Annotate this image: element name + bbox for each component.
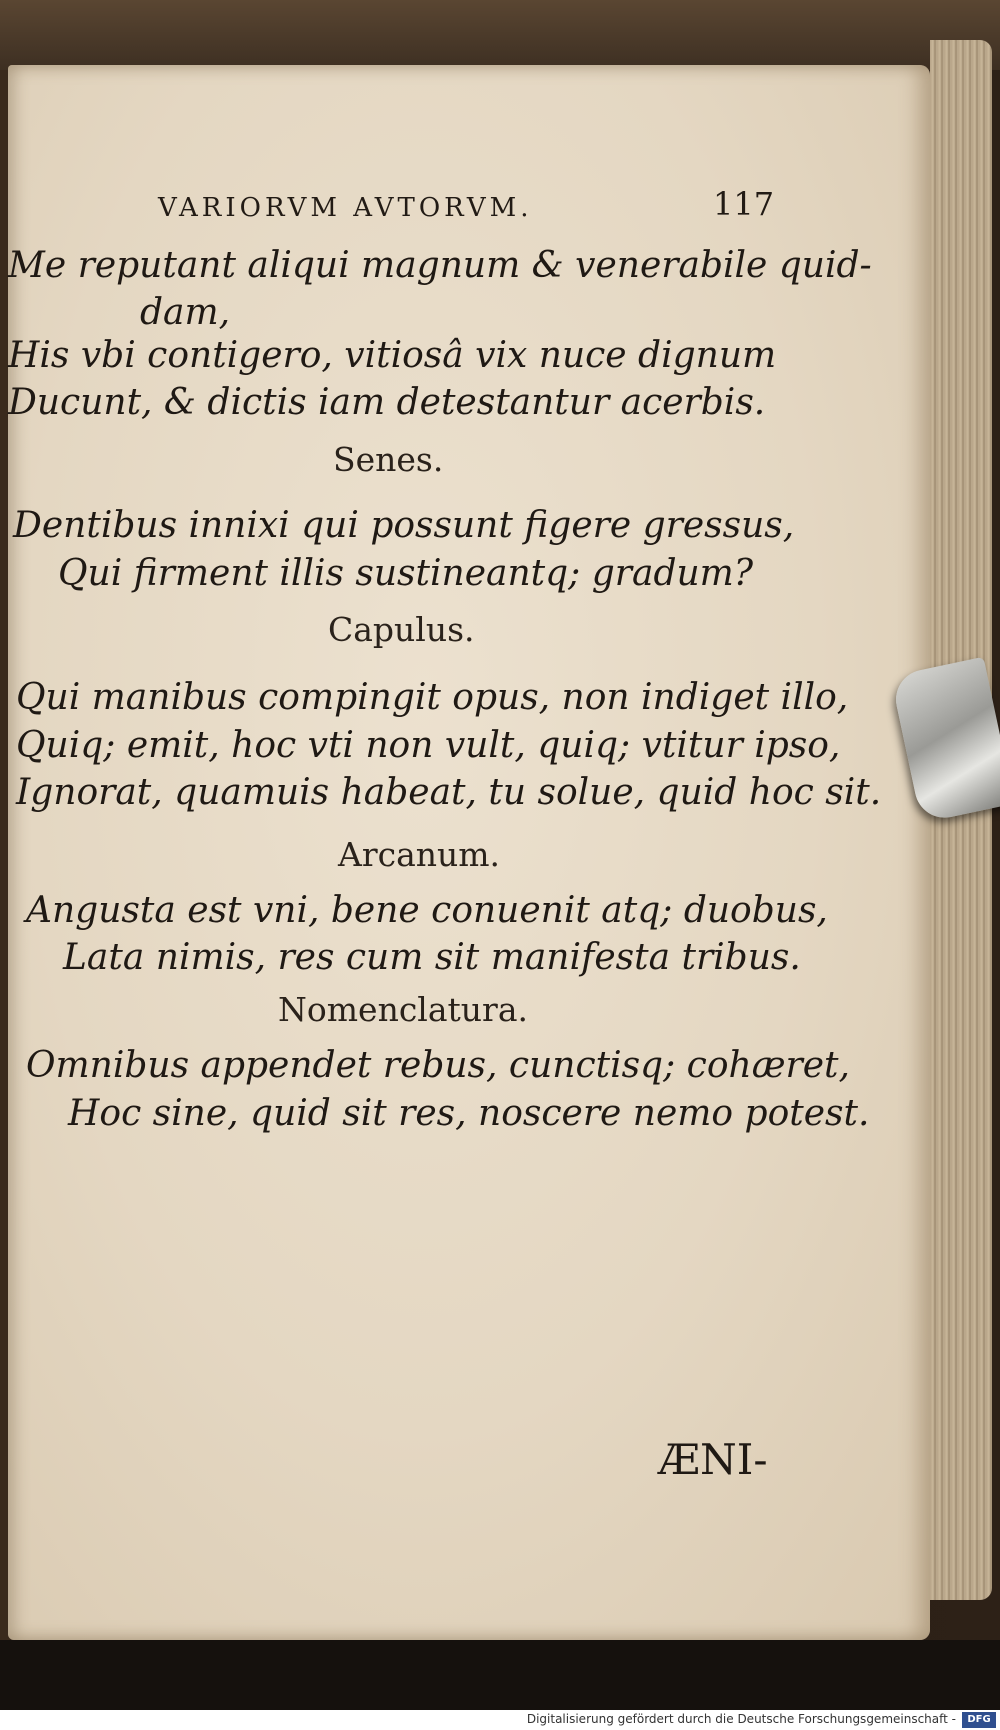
footer-credit: Digitalisierung gefördert durch die Deutsche Forschungsgemeinschaft - xyxy=(526,1712,956,1726)
page-number: 117 xyxy=(713,185,775,223)
verse-line: Omnibus appendet rebus, cunctisq; cohæret, xyxy=(26,1045,850,1086)
verse-line: dam, xyxy=(140,292,231,333)
verse-line: Lata nimis, res cum sit manifesta tribus. xyxy=(63,937,801,978)
verse-line: Angusta est vni, bene conuenit atq; duobus, xyxy=(26,890,828,931)
running-head: VARIORVM AVTORVM. xyxy=(158,193,533,223)
stanza-heading: Nomenclatura. xyxy=(278,990,528,1029)
verse-line: Quiq; emit, hoc vti non vult, quiq; vtitur ipso, xyxy=(16,725,841,766)
footer-bar xyxy=(0,1710,1000,1730)
verse-line: Dentibus innixi qui possunt figere gressus, xyxy=(13,505,795,546)
dfg-logo: DFG xyxy=(962,1712,996,1728)
verse-line: Ignorat, quamuis habeat, tu solue, quid hoc sit. xyxy=(16,772,882,813)
verse-line: Qui firment illis sustineantq; gradum? xyxy=(58,553,754,594)
verse-line: His vbi contigero, vitiosâ vix nuce dignum xyxy=(8,335,777,376)
book-bottom-shadow xyxy=(0,1640,1000,1710)
verse-line: Hoc sine, quid sit res, noscere nemo potest. xyxy=(68,1093,870,1134)
stanza-heading: Arcanum. xyxy=(338,835,501,874)
book-page xyxy=(8,65,930,1640)
verse-line: Me reputant aliqui magnum & venerabile quid- xyxy=(8,245,872,286)
stanza-heading: Senes. xyxy=(333,440,444,479)
stanza-heading: Capulus. xyxy=(328,610,475,649)
catchword: ÆNI- xyxy=(658,1435,768,1484)
verse-line: Qui manibus compingit opus, non indiget illo, xyxy=(16,677,849,718)
book-top-edge xyxy=(0,0,1000,70)
page-edges xyxy=(930,40,992,1600)
verse-line: Ducunt, & dictis iam detestantur acerbis. xyxy=(8,382,766,423)
